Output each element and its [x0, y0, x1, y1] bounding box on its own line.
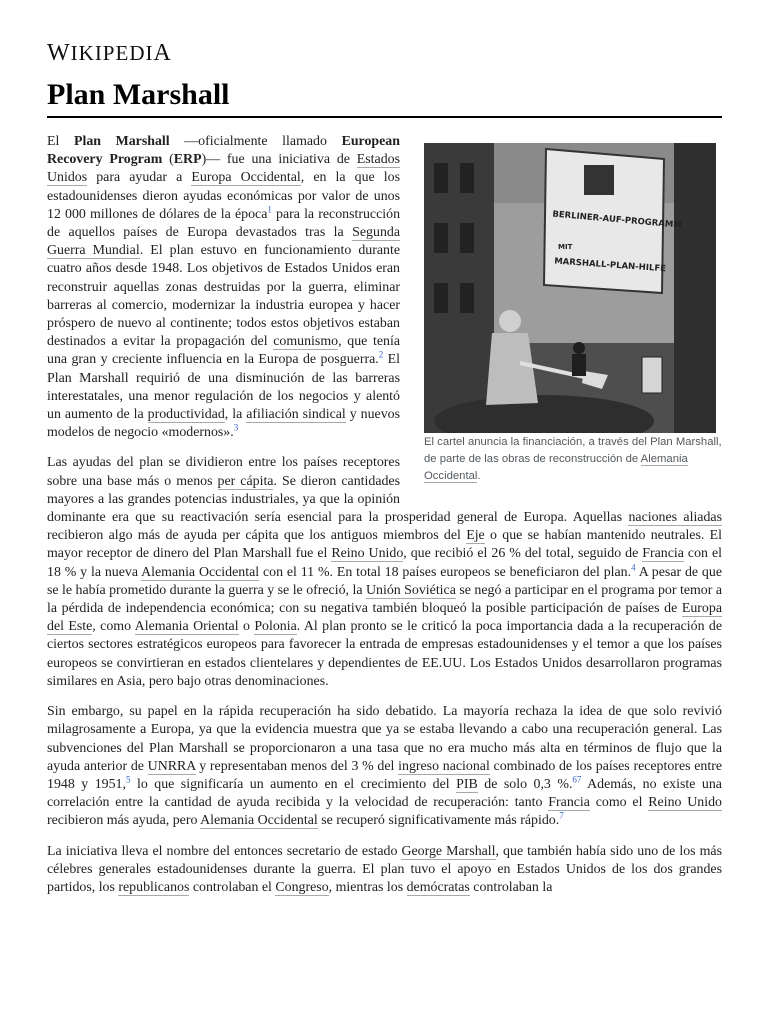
link-unrra[interactable]: UNRRA — [147, 758, 196, 774]
link-ingreso-nacional[interactable]: ingreso nacional — [398, 758, 490, 774]
page-title: Plan Marshall — [47, 78, 230, 111]
ref-5[interactable]: 5 — [125, 774, 131, 785]
ref-4[interactable]: 4 — [631, 562, 636, 573]
article-body — [47, 133, 722, 909]
link-alemania-occidental[interactable]: Alemania Occidental — [141, 564, 260, 580]
link-republicanos[interactable]: republicanos — [118, 879, 190, 895]
wordmark-middle: IKIPEDI — [70, 41, 154, 65]
figure-photo[interactable] — [424, 143, 716, 433]
ref-7[interactable]: 7 — [576, 774, 582, 785]
ref-6[interactable]: 6 — [572, 774, 577, 785]
paragraph-2: Las ayudas del plan se dividieron entre los países receptores sobre una base más o menos per cápita. Se dieron cantidades mayores a las grandes potencias industriales, ya que la opinión dominante era que su reactivación sería esencial para la prosperidad general de Europa. Aquellas naciones aliadas recibieron algo más de ayuda per cápita que los antiguos miembros del Eje o que se habían mantenido neutrales. El mayor receptor de dinero del Plan Marshall fue el Reino Unido, que recibió el 26 % del total, seguido de Francia con el 18 % y la nueva Alemania Occidental con el 11 %. En total 18 países europeos se beneficiaron del plan.$^4$ A pesar de que se le había prometido durante la guerra y se le ofreció, la Unión Soviética se negó a participar en el programa por temor a la pérdida de independencia económica; con su negativa también bloqueó la posible participación de países de Europa del Este, como Alemania Oriental o Polonia. Al plan pronto se le criticó la poca importancia dada a la recuperación de ciertos sectores estratégicos europeos para favorecer la entrada de empresas estadounidenses y el temor a que los países europeos se convirtieran en estados clientelares y dependientes de EE.UU. Los Estados Unidos desarrollaron programas similares en Asia, pero bajo otras denominaciones. — [47, 455, 723, 689]
caption-link-alemania-occidental[interactable]: Alemania Occidental — [424, 453, 688, 482]
link-eje[interactable]: Eje — [466, 528, 485, 544]
link-per-capita[interactable]: per cápita — [217, 473, 274, 489]
poster-line-2: MIT — [558, 243, 573, 251]
paragraph-4: La iniciativa lleva el nombre del entonces secretario de estado George Marshall, que también había sido uno de los más célebres generales estadounidenses durante la guerra. El plan tuvo el apoyo en Estados Unidos de los dos grandes partidos, los republicanos controlaban el Congreso, mientras los demócratas controlaban la — [47, 843, 722, 895]
poster-line-1: BERLINER-AUF-PROGRAMM — [551, 209, 683, 231]
link-reino-unido-2[interactable]: Reino Unido — [648, 795, 722, 811]
ref-2[interactable]: 2 — [378, 349, 384, 360]
link-productividad[interactable]: productividad — [147, 407, 225, 423]
link-europa-del-este[interactable]: Europa del Este — [47, 601, 722, 635]
link-afiliacion-sindical[interactable]: afiliación sindical — [246, 407, 346, 423]
wordmark-initial: W — [47, 40, 71, 66]
link-pib[interactable]: PIB — [456, 776, 478, 792]
figure-caption: El cartel anuncia la financiación, a través del Plan Marshall, de parte de las obras de reconstrucción de Alemania Occidental. — [424, 436, 722, 482]
link-george-marshall[interactable]: George Marshall — [401, 843, 496, 859]
link-francia-2[interactable]: Francia — [548, 795, 590, 811]
link-reino-unido[interactable]: Reino Unido — [331, 546, 404, 562]
title-divider — [47, 116, 722, 118]
reconstruction-photo-illustration — [424, 143, 716, 433]
ref-1[interactable]: 1 — [267, 204, 272, 215]
ref-3[interactable]: 3 — [233, 422, 239, 433]
link-estados-unidos[interactable]: Estados Unidos — [47, 152, 400, 186]
link-polonia[interactable]: Polonia — [254, 619, 297, 635]
wordmark-final: A — [153, 40, 172, 66]
poster-line-3: MARSHALL-PLAN-HILFE — [553, 256, 667, 275]
link-congreso[interactable]: Congreso — [275, 879, 329, 895]
link-alemania-oriental[interactable]: Alemania Oriental — [134, 619, 239, 635]
link-naciones-aliadas[interactable]: naciones aliadas — [628, 510, 722, 526]
link-comunismo[interactable]: comunismo — [273, 334, 339, 350]
link-francia[interactable]: Francia — [642, 546, 684, 562]
link-alemania-occidental-2[interactable]: Alemania Occidental — [200, 813, 318, 829]
ref-7b[interactable]: 7 — [559, 810, 564, 821]
link-democratas[interactable]: demócratas — [406, 879, 470, 895]
link-union-sovietica[interactable]: Unión Soviética — [365, 582, 456, 598]
link-segunda-guerra-mundial[interactable]: Segunda Guerra Mundial — [47, 225, 400, 259]
wikipedia-wordmark[interactable] — [47, 40, 172, 67]
article-figure — [424, 143, 722, 485]
link-europa-occidental[interactable]: Europa Occidental — [191, 170, 301, 186]
paragraph-3: Sin embargo, su papel en la rápida recuperación ha sido debatido. La mayoría rechaza la idea de que solo revivió milagrosamente a Europa, ya que la evidencia muestra que ya se estaba llevando a cabo una recuperación general. Las subvenciones del Plan Marshall se proporcionaron a una tasa que no era mucho más alta en términos de flujo que la ayuda anterior de UNRRA y representaban menos del 3 % del ingreso nacional combinado de los países receptores entre 1948 y 1951,$^5$ lo que significaría un aumento en el crecimiento del PIB de solo 0,3 %.$^{67}$ Además, no existe una correlación entre la cantidad de ayuda recibida y la velocidad de recuperación: tanto Francia como el Reino Unido recibieron más ayuda, pero Alemania Occidental se recuperó significativamente más rápido.$^7$ — [47, 704, 722, 829]
paragraph-1: El Plan Marshall —oficialmente llamado European Recovery Program (ERP)— fue una iniciativa de Estados Unidos para ayudar a Europa Occidental, en la que los estadounidenses dieron ayudas económicas por valor de unos 12 000 millones de dólares de la época$^1$ para la reconstrucción de aquellos países de Europa devastados tras la Segunda Guerra Mundial. El plan estuvo en funcionamiento durante cuatro años desde 1948. Los objetivos de Estados Unidos eran reconstruir aquellas zonas destruidas por la guerra, eliminar barreras al comercio, modernizar la industria europea y hacer próspero de nuevo al continente; todos estos objetivos estaban destinados a evitar la propagación del comunismo, que tenía una gran y creciente influencia en la Europa de posguerra.$^2$ El Plan Marshall requirió de una disminución de las barreras interestatales, una menor regulación de los negocios y alentó un aumento de la productividad, la afiliación sindical y nuevos modelos de negocio «modernos».$^3$ — [47, 134, 401, 441]
